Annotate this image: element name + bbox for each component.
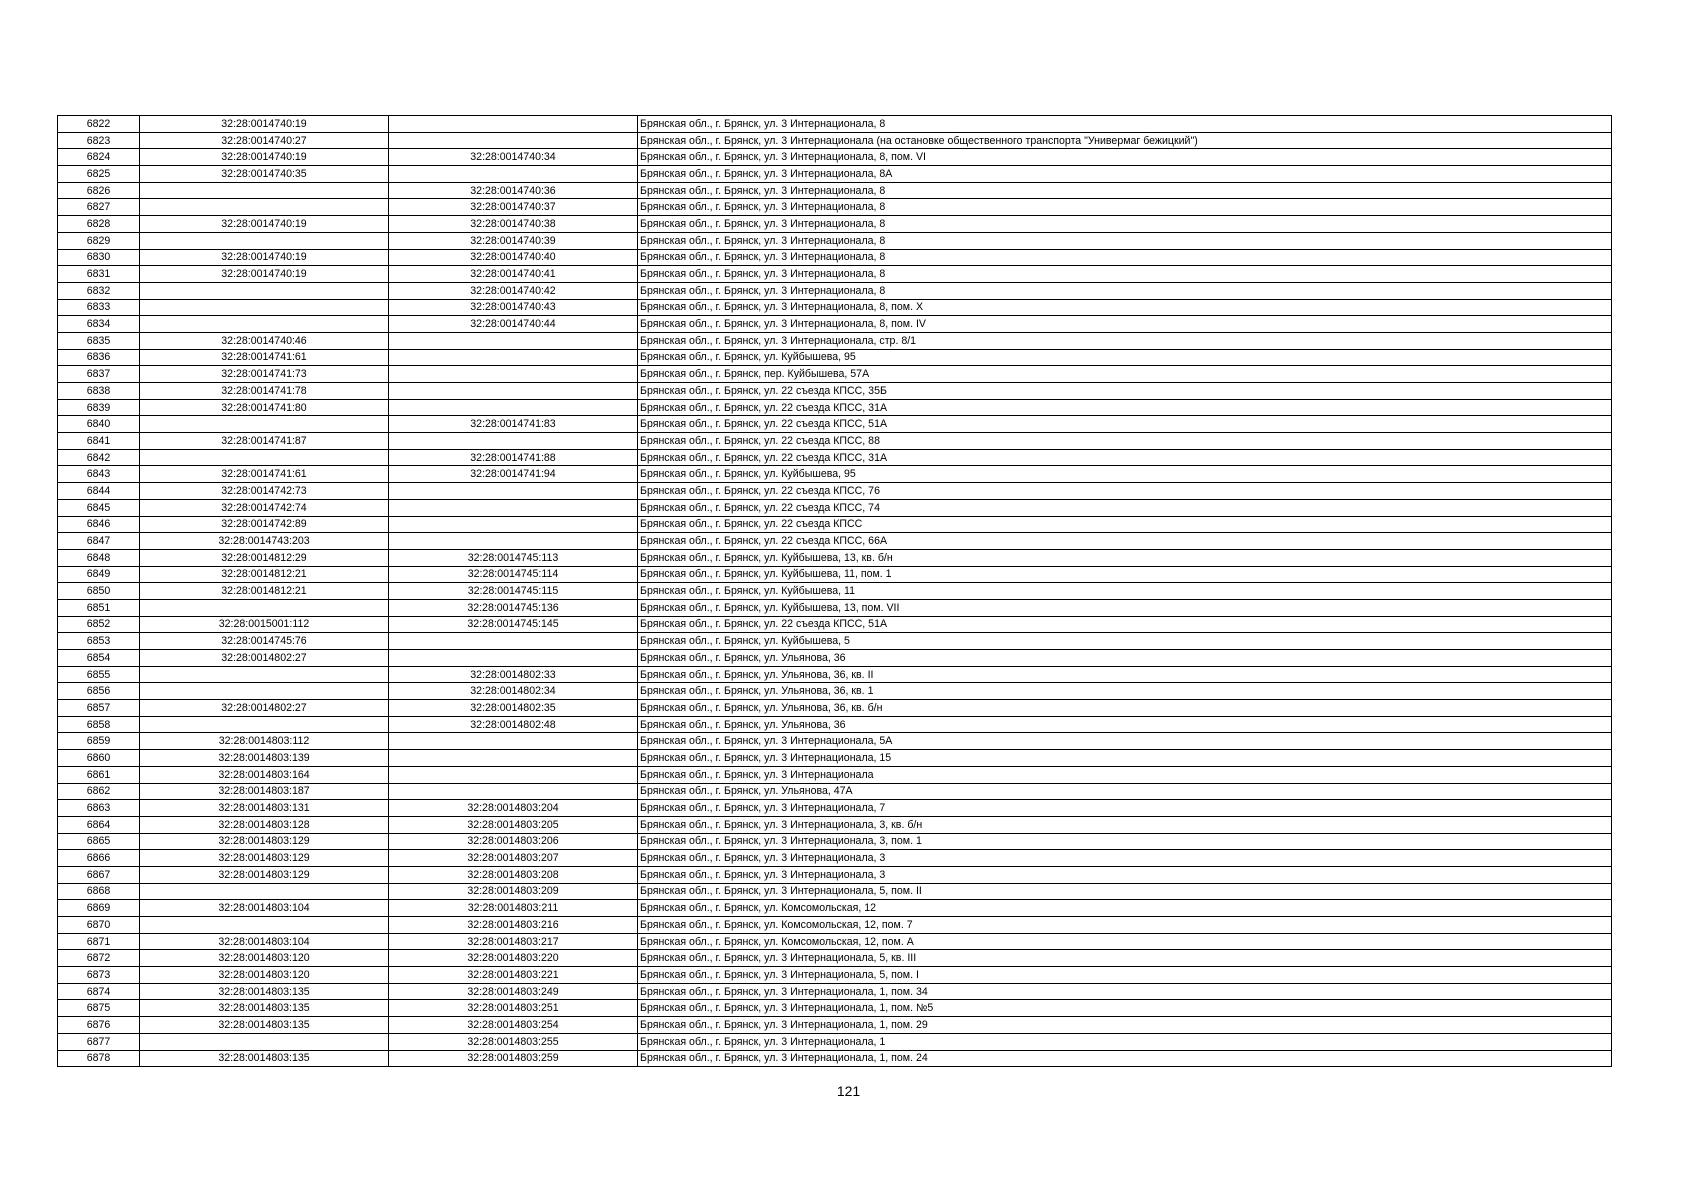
- address-cell: Брянская обл., г. Брянск, ул. 3 Интернационала, 8: [638, 116, 1612, 133]
- table-row: [58, 449, 1612, 466]
- address-cell: Брянская обл., г. Брянск, ул. 3 Интернационала, 8, пом. IV: [638, 316, 1612, 333]
- parcel-cadastral-number-cell: 32:28:0014803:135: [140, 1000, 389, 1017]
- object-cadastral-number-cell: 32:28:0014745:114: [389, 566, 638, 583]
- object-cadastral-number-cell: [389, 332, 638, 349]
- address-cell: Брянская обл., г. Брянск, ул. 3 Интернационала, 5, пом. II: [638, 883, 1612, 900]
- table-row: [58, 466, 1612, 483]
- parcel-cadastral-number-cell: 32:28:0014740:19: [140, 216, 389, 233]
- parcel-cadastral-number-cell: 32:28:0014741:78: [140, 383, 389, 400]
- address-cell: Брянская обл., г. Брянск, ул. 3 Интернационала, 3: [638, 866, 1612, 883]
- parcel-cadastral-number-cell: [140, 716, 389, 733]
- object-cadastral-number-cell: [389, 533, 638, 550]
- row-number-cell: 6827: [58, 199, 140, 216]
- row-number-cell: 6853: [58, 633, 140, 650]
- table-row: [58, 616, 1612, 633]
- parcel-cadastral-number-cell: 32:28:0014812:21: [140, 566, 389, 583]
- address-cell: Брянская обл., г. Брянск, ул. 22 съезда КПСС, 31А: [638, 449, 1612, 466]
- row-number-cell: 6877: [58, 1033, 140, 1050]
- row-number-cell: 6848: [58, 549, 140, 566]
- row-number-cell: 6863: [58, 800, 140, 817]
- parcel-cadastral-number-cell: 32:28:0014741:61: [140, 349, 389, 366]
- row-number-cell: 6839: [58, 399, 140, 416]
- parcel-cadastral-number-cell: 32:28:0014803:129: [140, 850, 389, 867]
- object-cadastral-number-cell: 32:28:0014740:36: [389, 182, 638, 199]
- table-row: [58, 633, 1612, 650]
- object-cadastral-number-cell: 32:28:0014803:207: [389, 850, 638, 867]
- parcel-cadastral-number-cell: [140, 182, 389, 199]
- address-cell: Брянская обл., г. Брянск, ул. 3 Интернационала, 1, пом. 29: [638, 1017, 1612, 1034]
- row-number-cell: 6851: [58, 599, 140, 616]
- parcel-cadastral-number-cell: [140, 299, 389, 316]
- object-cadastral-number-cell: 32:28:0014745:145: [389, 616, 638, 633]
- object-cadastral-number-cell: 32:28:0014741:88: [389, 449, 638, 466]
- address-cell: Брянская обл., г. Брянск, ул. Ульянова, 47А: [638, 783, 1612, 800]
- parcel-cadastral-number-cell: 32:28:0014742:89: [140, 516, 389, 533]
- row-number-cell: 6835: [58, 332, 140, 349]
- row-number-cell: 6864: [58, 816, 140, 833]
- parcel-cadastral-number-cell: 32:28:0014740:27: [140, 132, 389, 149]
- parcel-cadastral-number-cell: 32:28:0014741:61: [140, 466, 389, 483]
- address-cell: Брянская обл., г. Брянск, ул. 3 Интернационала (на остановке общественного транспорта "Универмаг бежицкий"): [638, 132, 1612, 149]
- parcel-cadastral-number-cell: 32:28:0014803:120: [140, 950, 389, 967]
- parcel-cadastral-number-cell: 32:28:0014812:29: [140, 549, 389, 566]
- object-cadastral-number-cell: [389, 366, 638, 383]
- parcel-cadastral-number-cell: 32:28:0014803:112: [140, 733, 389, 750]
- row-number-cell: 6844: [58, 483, 140, 500]
- object-cadastral-number-cell: 32:28:0014803:208: [389, 866, 638, 883]
- address-cell: Брянская обл., г. Брянск, ул. 3 Интернационала, 3, кв. б/н: [638, 816, 1612, 833]
- row-number-cell: 6869: [58, 900, 140, 917]
- table-row: [58, 166, 1612, 183]
- table-row: [58, 1017, 1612, 1034]
- table-row: [58, 716, 1612, 733]
- row-number-cell: 6858: [58, 716, 140, 733]
- parcel-cadastral-number-cell: 32:28:0014803:128: [140, 816, 389, 833]
- row-number-cell: 6847: [58, 533, 140, 550]
- address-cell: Брянская обл., г. Брянск, ул. Куйбышева, 11, пом. 1: [638, 566, 1612, 583]
- table-row: [58, 216, 1612, 233]
- row-number-cell: 6845: [58, 499, 140, 516]
- row-number-cell: 6825: [58, 166, 140, 183]
- parcel-cadastral-number-cell: 32:28:0014745:76: [140, 633, 389, 650]
- page-number: 121: [836, 1083, 861, 1099]
- address-cell: Брянская обл., г. Брянск, ул. Куйбышева, 13, пом. VII: [638, 599, 1612, 616]
- address-cell: Брянская обл., г. Брянск, ул. Ульянова, 36: [638, 716, 1612, 733]
- row-number-cell: 6859: [58, 733, 140, 750]
- parcel-cadastral-number-cell: [140, 1033, 389, 1050]
- row-number-cell: 6842: [58, 449, 140, 466]
- table-row: [58, 967, 1612, 984]
- row-number-cell: 6870: [58, 917, 140, 934]
- object-cadastral-number-cell: [389, 750, 638, 767]
- object-cadastral-number-cell: 32:28:0014740:38: [389, 216, 638, 233]
- parcel-cadastral-number-cell: 32:28:0014740:19: [140, 149, 389, 166]
- row-number-cell: 6868: [58, 883, 140, 900]
- address-cell: Брянская обл., г. Брянск, ул. 3 Интернационала, 8, пом. X: [638, 299, 1612, 316]
- row-number-cell: 6826: [58, 182, 140, 199]
- parcel-cadastral-number-cell: 32:28:0014803:104: [140, 933, 389, 950]
- table-row: [58, 399, 1612, 416]
- object-cadastral-number-cell: [389, 399, 638, 416]
- object-cadastral-number-cell: 32:28:0014740:34: [389, 149, 638, 166]
- address-cell: Брянская обл., г. Брянск, ул. Куйбышева, 5: [638, 633, 1612, 650]
- object-cadastral-number-cell: [389, 349, 638, 366]
- object-cadastral-number-cell: [389, 383, 638, 400]
- object-cadastral-number-cell: 32:28:0014803:209: [389, 883, 638, 900]
- parcel-cadastral-number-cell: 32:28:0014802:27: [140, 700, 389, 717]
- address-cell: Брянская обл., г. Брянск, ул. Ульянова, 36, кв. 1: [638, 683, 1612, 700]
- table-row: [58, 1000, 1612, 1017]
- table-row: [58, 583, 1612, 600]
- row-number-cell: 6854: [58, 650, 140, 667]
- address-cell: Брянская обл., г. Брянск, ул. Куйбышева, 95: [638, 349, 1612, 366]
- parcel-cadastral-number-cell: 32:28:0014803:129: [140, 866, 389, 883]
- object-cadastral-number-cell: 32:28:0014740:37: [389, 199, 638, 216]
- row-number-cell: 6837: [58, 366, 140, 383]
- address-cell: Брянская обл., г. Брянск, ул. Комсомольская, 12, пом. 7: [638, 917, 1612, 934]
- row-number-cell: 6849: [58, 566, 140, 583]
- row-number-cell: 6822: [58, 116, 140, 133]
- parcel-cadastral-number-cell: 32:28:0014740:35: [140, 166, 389, 183]
- table-row: [58, 566, 1612, 583]
- table-row: [58, 933, 1612, 950]
- address-cell: Брянская обл., г. Брянск, ул. 3 Интернационала, 1: [638, 1033, 1612, 1050]
- table-row: [58, 182, 1612, 199]
- object-cadastral-number-cell: 32:28:0014741:83: [389, 416, 638, 433]
- table-row: [58, 332, 1612, 349]
- row-number-cell: 6875: [58, 1000, 140, 1017]
- address-cell: Брянская обл., г. Брянск, ул. 3 Интернационала, 1, пом. №5: [638, 1000, 1612, 1017]
- object-cadastral-number-cell: 32:28:0014740:43: [389, 299, 638, 316]
- row-number-cell: 6861: [58, 766, 140, 783]
- object-cadastral-number-cell: [389, 766, 638, 783]
- object-cadastral-number-cell: 32:28:0014745:113: [389, 549, 638, 566]
- object-cadastral-number-cell: 32:28:0014803:217: [389, 933, 638, 950]
- row-number-cell: 6874: [58, 983, 140, 1000]
- object-cadastral-number-cell: [389, 733, 638, 750]
- address-cell: Брянская обл., г. Брянск, ул. 22 съезда КПСС, 88: [638, 433, 1612, 450]
- row-number-cell: 6823: [58, 132, 140, 149]
- parcel-cadastral-number-cell: 32:28:0014740:19: [140, 116, 389, 133]
- address-cell: Брянская обл., г. Брянск, ул. 22 съезда КПСС, 66А: [638, 533, 1612, 550]
- address-cell: Брянская обл., г. Брянск, ул. Ульянова, 36: [638, 650, 1612, 667]
- address-cell: Брянская обл., г. Брянск, ул. 22 съезда КПСС, 76: [638, 483, 1612, 500]
- row-number-cell: 6832: [58, 282, 140, 299]
- parcel-cadastral-number-cell: 32:28:0015001:112: [140, 616, 389, 633]
- parcel-cadastral-number-cell: 32:28:0014740:46: [140, 332, 389, 349]
- table-row: [58, 483, 1612, 500]
- table-row: [58, 116, 1612, 133]
- parcel-cadastral-number-cell: 32:28:0014803:129: [140, 833, 389, 850]
- address-cell: Брянская обл., г. Брянск, ул. 3 Интернационала: [638, 766, 1612, 783]
- row-number-cell: 6828: [58, 216, 140, 233]
- row-number-cell: 6850: [58, 583, 140, 600]
- table-row: [58, 433, 1612, 450]
- parcel-cadastral-number-cell: 32:28:0014742:74: [140, 499, 389, 516]
- address-cell: Брянская обл., г. Брянск, ул. 3 Интернационала, 15: [638, 750, 1612, 767]
- parcel-cadastral-number-cell: 32:28:0014741:87: [140, 433, 389, 450]
- row-number-cell: 6843: [58, 466, 140, 483]
- table-row: [58, 983, 1612, 1000]
- address-cell: Брянская обл., г. Брянск, ул. 3 Интернационала, 3: [638, 850, 1612, 867]
- address-cell: Брянская обл., г. Брянск, ул. Куйбышева, 13, кв. б/н: [638, 549, 1612, 566]
- parcel-cadastral-number-cell: 32:28:0014803:139: [140, 750, 389, 767]
- table-row: [58, 282, 1612, 299]
- object-cadastral-number-cell: 32:28:0014803:255: [389, 1033, 638, 1050]
- table-row: [58, 316, 1612, 333]
- address-cell: Брянская обл., г. Брянск, ул. Комсомольская, 12, пом. А: [638, 933, 1612, 950]
- parcel-cadastral-number-cell: 32:28:0014802:27: [140, 650, 389, 667]
- row-number-cell: 6866: [58, 850, 140, 867]
- table-body: [58, 116, 1612, 1067]
- object-cadastral-number-cell: 32:28:0014803:254: [389, 1017, 638, 1034]
- parcel-cadastral-number-cell: 32:28:0014812:21: [140, 583, 389, 600]
- object-cadastral-number-cell: 32:28:0014740:42: [389, 282, 638, 299]
- table-row: [58, 900, 1612, 917]
- address-cell: Брянская обл., г. Брянск, ул. 3 Интернационала, 8: [638, 249, 1612, 266]
- table-row: [58, 533, 1612, 550]
- row-number-cell: 6824: [58, 149, 140, 166]
- object-cadastral-number-cell: 32:28:0014803:251: [389, 1000, 638, 1017]
- row-number-cell: 6857: [58, 700, 140, 717]
- table-row: [58, 499, 1612, 516]
- table-row: [58, 683, 1612, 700]
- parcel-cadastral-number-cell: 32:28:0014803:135: [140, 1050, 389, 1067]
- table-row: [58, 199, 1612, 216]
- object-cadastral-number-cell: 32:28:0014740:41: [389, 266, 638, 283]
- address-cell: Брянская обл., г. Брянск, ул. 3 Интернационала, 8, пом. VI: [638, 149, 1612, 166]
- address-cell: Брянская обл., г. Брянск, ул. 3 Интернационала, 5, пом. I: [638, 967, 1612, 984]
- row-number-cell: 6829: [58, 232, 140, 249]
- row-number-cell: 6836: [58, 349, 140, 366]
- address-cell: Брянская обл., г. Брянск, ул. 22 съезда КПСС, 35Б: [638, 383, 1612, 400]
- object-cadastral-number-cell: 32:28:0014741:94: [389, 466, 638, 483]
- parcel-cadastral-number-cell: 32:28:0014743:203: [140, 533, 389, 550]
- parcel-cadastral-number-cell: [140, 683, 389, 700]
- parcel-cadastral-number-cell: 32:28:0014741:80: [140, 399, 389, 416]
- row-number-cell: 6878: [58, 1050, 140, 1067]
- object-cadastral-number-cell: 32:28:0014803:205: [389, 816, 638, 833]
- address-cell: Брянская обл., г. Брянск, ул. 22 съезда КПСС, 51А: [638, 616, 1612, 633]
- parcel-cadastral-number-cell: 32:28:0014803:187: [140, 783, 389, 800]
- address-cell: Брянская обл., г. Брянск, ул. 3 Интернационала, 8: [638, 199, 1612, 216]
- table-row: [58, 816, 1612, 833]
- object-cadastral-number-cell: 32:28:0014803:221: [389, 967, 638, 984]
- table-row: [58, 783, 1612, 800]
- address-cell: Брянская обл., г. Брянск, ул. 22 съезда КПСС, 74: [638, 499, 1612, 516]
- object-cadastral-number-cell: [389, 516, 638, 533]
- row-number-cell: 6834: [58, 316, 140, 333]
- object-cadastral-number-cell: 32:28:0014802:35: [389, 700, 638, 717]
- parcel-cadastral-number-cell: 32:28:0014740:19: [140, 249, 389, 266]
- parcel-cadastral-number-cell: 32:28:0014740:19: [140, 266, 389, 283]
- object-cadastral-number-cell: [389, 783, 638, 800]
- address-cell: Брянская обл., г. Брянск, ул. Куйбышева, 95: [638, 466, 1612, 483]
- parcel-cadastral-number-cell: 32:28:0014803:164: [140, 766, 389, 783]
- object-cadastral-number-cell: 32:28:0014740:40: [389, 249, 638, 266]
- row-number-cell: 6862: [58, 783, 140, 800]
- object-cadastral-number-cell: 32:28:0014802:48: [389, 716, 638, 733]
- row-number-cell: 6871: [58, 933, 140, 950]
- parcel-cadastral-number-cell: 32:28:0014803:120: [140, 967, 389, 984]
- row-number-cell: 6873: [58, 967, 140, 984]
- parcel-cadastral-number-cell: [140, 666, 389, 683]
- row-number-cell: 6865: [58, 833, 140, 850]
- address-cell: Брянская обл., г. Брянск, ул. 3 Интернационала, 8: [638, 266, 1612, 283]
- parcel-cadastral-number-cell: 32:28:0014803:104: [140, 900, 389, 917]
- object-cadastral-number-cell: 32:28:0014802:34: [389, 683, 638, 700]
- table-row: [58, 950, 1612, 967]
- row-number-cell: 6846: [58, 516, 140, 533]
- object-cadastral-number-cell: 32:28:0014740:39: [389, 232, 638, 249]
- object-cadastral-number-cell: [389, 633, 638, 650]
- table-row: [58, 232, 1612, 249]
- address-cell: Брянская обл., г. Брянск, ул. 3 Интернационала, стр. 8/1: [638, 332, 1612, 349]
- row-number-cell: 6872: [58, 950, 140, 967]
- parcel-cadastral-number-cell: [140, 917, 389, 934]
- address-cell: Брянская обл., г. Брянск, пер. Куйбышева, 57А: [638, 366, 1612, 383]
- object-cadastral-number-cell: [389, 499, 638, 516]
- table-row: [58, 516, 1612, 533]
- table-row: [58, 650, 1612, 667]
- parcel-cadastral-number-cell: 32:28:0014742:73: [140, 483, 389, 500]
- address-cell: Брянская обл., г. Брянск, ул. Комсомольская, 12: [638, 900, 1612, 917]
- parcel-cadastral-number-cell: 32:28:0014741:73: [140, 366, 389, 383]
- parcel-cadastral-number-cell: [140, 449, 389, 466]
- object-cadastral-number-cell: [389, 650, 638, 667]
- object-cadastral-number-cell: [389, 483, 638, 500]
- table-row: [58, 733, 1612, 750]
- table-row: [58, 800, 1612, 817]
- row-number-cell: 6856: [58, 683, 140, 700]
- object-cadastral-number-cell: 32:28:0014803:249: [389, 983, 638, 1000]
- table-row: [58, 750, 1612, 767]
- row-number-cell: 6840: [58, 416, 140, 433]
- address-cell: Брянская обл., г. Брянск, ул. 3 Интернационала, 8: [638, 182, 1612, 199]
- table-row: [58, 850, 1612, 867]
- row-number-cell: 6838: [58, 383, 140, 400]
- row-number-cell: 6860: [58, 750, 140, 767]
- object-cadastral-number-cell: 32:28:0014803:204: [389, 800, 638, 817]
- address-cell: Брянская обл., г. Брянск, ул. 3 Интернационала, 8: [638, 282, 1612, 299]
- table-row: [58, 416, 1612, 433]
- address-cell: Брянская обл., г. Брянск, ул. 3 Интернационала, 8А: [638, 166, 1612, 183]
- row-number-cell: 6876: [58, 1017, 140, 1034]
- table-row: [58, 766, 1612, 783]
- address-cell: Брянская обл., г. Брянск, ул. 3 Интернационала, 7: [638, 800, 1612, 817]
- table-row: [58, 666, 1612, 683]
- parcel-cadastral-number-cell: 32:28:0014803:131: [140, 800, 389, 817]
- address-cell: Брянская обл., г. Брянск, ул. 22 съезда КПСС, 51А: [638, 416, 1612, 433]
- table-row: [58, 1033, 1612, 1050]
- table-row: [58, 349, 1612, 366]
- table-row: [58, 299, 1612, 316]
- parcel-cadastral-number-cell: 32:28:0014803:135: [140, 983, 389, 1000]
- object-cadastral-number-cell: [389, 132, 638, 149]
- row-number-cell: 6830: [58, 249, 140, 266]
- parcel-cadastral-number-cell: [140, 883, 389, 900]
- parcel-cadastral-number-cell: [140, 599, 389, 616]
- address-cell: Брянская обл., г. Брянск, ул. Куйбышева, 11: [638, 583, 1612, 600]
- parcel-cadastral-number-cell: [140, 232, 389, 249]
- table-row: [58, 1050, 1612, 1067]
- table-row: [58, 132, 1612, 149]
- address-cell: Брянская обл., г. Брянск, ул. 3 Интернационала, 3, пом. 1: [638, 833, 1612, 850]
- address-cell: Брянская обл., г. Брянск, ул. 22 съезда КПСС: [638, 516, 1612, 533]
- row-number-cell: 6833: [58, 299, 140, 316]
- object-cadastral-number-cell: [389, 166, 638, 183]
- address-cell: Брянская обл., г. Брянск, ул. 3 Интернационала, 5, кв. III: [638, 950, 1612, 967]
- table-row: [58, 599, 1612, 616]
- table-row: [58, 700, 1612, 717]
- object-cadastral-number-cell: 32:28:0014803:206: [389, 833, 638, 850]
- object-cadastral-number-cell: 32:28:0014803:211: [389, 900, 638, 917]
- parcel-cadastral-number-cell: [140, 416, 389, 433]
- row-number-cell: 6841: [58, 433, 140, 450]
- row-number-cell: 6852: [58, 616, 140, 633]
- table-row: [58, 866, 1612, 883]
- object-cadastral-number-cell: [389, 433, 638, 450]
- table-row: [58, 549, 1612, 566]
- address-cell: Брянская обл., г. Брянск, ул. 22 съезда КПСС, 31А: [638, 399, 1612, 416]
- row-number-cell: 6831: [58, 266, 140, 283]
- table-row: [58, 249, 1612, 266]
- address-cell: Брянская обл., г. Брянск, ул. 3 Интернационала, 8: [638, 216, 1612, 233]
- address-cell: Брянская обл., г. Брянск, ул. Ульянова, 36, кв. II: [638, 666, 1612, 683]
- row-number-cell: 6867: [58, 866, 140, 883]
- table-row: [58, 149, 1612, 166]
- address-cell: Брянская обл., г. Брянск, ул. 3 Интернационала, 1, пом. 24: [638, 1050, 1612, 1067]
- table-row: [58, 266, 1612, 283]
- address-cell: Брянская обл., г. Брянск, ул. 3 Интернационала, 5А: [638, 733, 1612, 750]
- cadastral-table: [57, 115, 1612, 1067]
- object-cadastral-number-cell: 32:28:0014802:33: [389, 666, 638, 683]
- object-cadastral-number-cell: 32:28:0014803:259: [389, 1050, 638, 1067]
- table-row: [58, 833, 1612, 850]
- object-cadastral-number-cell: 32:28:0014803:220: [389, 950, 638, 967]
- address-cell: Брянская обл., г. Брянск, ул. 3 Интернационала, 8: [638, 232, 1612, 249]
- address-cell: Брянская обл., г. Брянск, ул. Ульянова, 36, кв. б/н: [638, 700, 1612, 717]
- parcel-cadastral-number-cell: [140, 199, 389, 216]
- parcel-cadastral-number-cell: [140, 282, 389, 299]
- parcel-cadastral-number-cell: 32:28:0014803:135: [140, 1017, 389, 1034]
- table-row: [58, 917, 1612, 934]
- table-row: [58, 883, 1612, 900]
- parcel-cadastral-number-cell: [140, 316, 389, 333]
- object-cadastral-number-cell: 32:28:0014740:44: [389, 316, 638, 333]
- object-cadastral-number-cell: 32:28:0014745:136: [389, 599, 638, 616]
- table-row: [58, 383, 1612, 400]
- row-number-cell: 6855: [58, 666, 140, 683]
- address-cell: Брянская обл., г. Брянск, ул. 3 Интернационала, 1, пом. 34: [638, 983, 1612, 1000]
- object-cadastral-number-cell: [389, 116, 638, 133]
- object-cadastral-number-cell: 32:28:0014745:115: [389, 583, 638, 600]
- table-row: [58, 366, 1612, 383]
- object-cadastral-number-cell: 32:28:0014803:216: [389, 917, 638, 934]
